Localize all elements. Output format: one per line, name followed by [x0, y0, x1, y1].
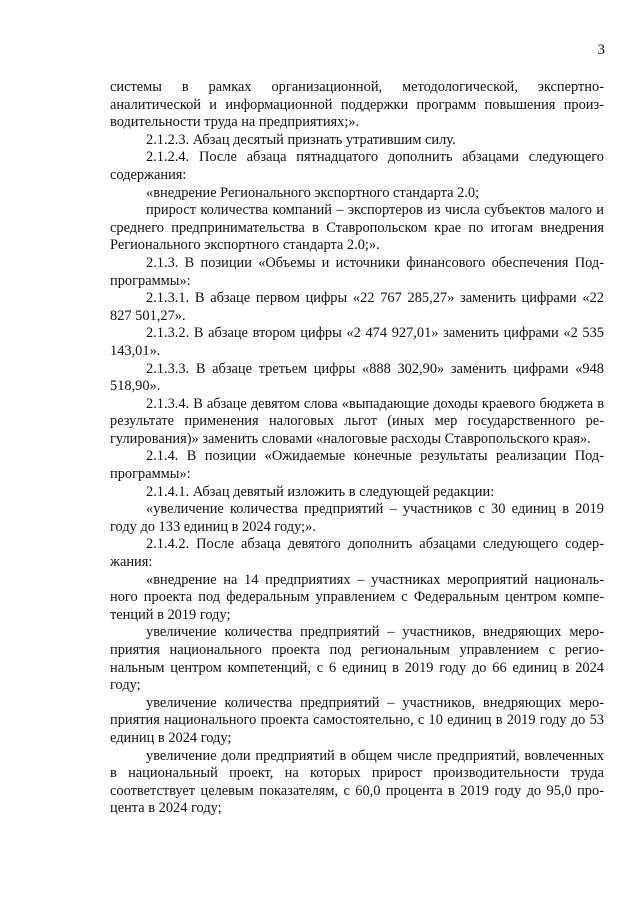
paragraph: «внедрение на 14 предприятиях – участниках мероприятий национального проекта под федеральным управлением с Федеральным центром компетенций в 2019 году; [110, 571, 604, 623]
paragraph: 2.1.3.4. В абзаце девятом слова «выпадающие доходы краевого бюджета в результате применения налоговых льгот (иных мер государственного регулирования)» заменить словами «налоговые расходы Ставропольского края». [110, 395, 604, 447]
paragraph: 2.1.3. В позиции «Объемы и источники финансового обеспечения Подпрограммы»: [110, 254, 604, 289]
paragraph: «внедрение Регионального экспортного стандарта 2.0; [146, 184, 480, 201]
paragraph: прирост количества компаний – экспортеров из числа субъектов малого и среднего предпринимательства в Ставропольском крае по итогам внедрения Регионального экспортного стандарта 2.0;». [110, 202, 604, 254]
paragraph: 2.1.3.1. В абзаце первом цифры «22 767 285,27» заменить цифрами «22 827 501,27». [110, 290, 604, 324]
paragraph: 2.1.3.3. В абзаце третьем цифры «888 302,90» заменить цифрами «948 518,90». [110, 360, 604, 395]
page-number: 3 [597, 42, 605, 58]
paragraph: увеличение количества предприятий – участников, внедряющих мероприятия национального проекта под региональным управлением с региональным центром компетенций, с 6 единиц в 2019 году до 66 единиц в 2024 году; [110, 624, 604, 694]
paragraph: увеличение количества предприятий – участников, внедряющих мероприятия национального проекта самостоятельно, с 10 единиц в 2019 году до 53 единиц в 2024 году; [110, 694, 604, 746]
paragraph: 2.1.3.2. В абзаце втором цифры «2 474 927,01» заменить цифрами «2 535 143,01». [110, 325, 604, 359]
paragraph: 2.1.2.4. После абзаца пятнадцатого дополнить абзацами следующего содержания: [110, 149, 604, 183]
paragraph: 2.1.4.2. После абзаца девятого дополнить абзацами следующего содержания: [110, 536, 604, 571]
paragraph: 2.1.4.1. Абзац девятый изложить в следующей редакции: [146, 483, 495, 500]
paragraph: системы в рамках организационной, методологической, экспертно-аналитической и информационной поддержки программ повышения производительности труда на предприятиях;». [110, 79, 604, 131]
document-body [110, 79, 604, 818]
paragraph: увеличение доли предприятий в общем числе предприятий, вовлеченных в национальный проект, на которых прирост производительности труда соответствует целевым показателям, с 60,0 процента в 2019 году до 95,0 процента в 2024 году; [110, 747, 604, 817]
paragraph: 2.1.4. В позиции «Ожидаемые конечные результаты реализации Подпрограммы»: [110, 448, 604, 483]
paragraph: 2.1.2.3. Абзац десятый признать утратившим силу. [146, 131, 456, 148]
paragraph: «увеличение количества предприятий – участников с 30 единиц в 2019 году до 133 единиц в 2024 году;». [110, 501, 604, 535]
